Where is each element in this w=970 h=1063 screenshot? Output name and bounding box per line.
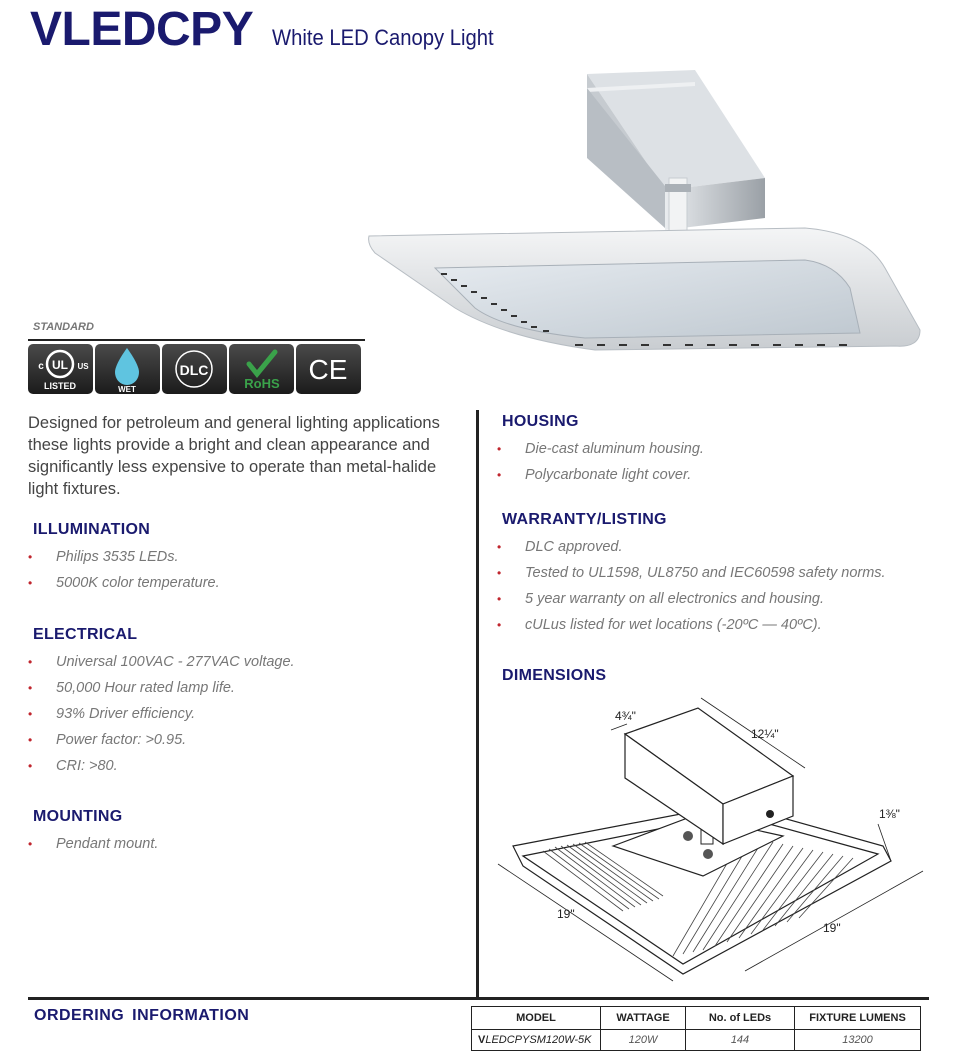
illumination-list xyxy=(28,544,220,596)
product-photo xyxy=(365,68,925,358)
dlc-badge xyxy=(162,344,227,394)
certification-badges xyxy=(28,344,361,394)
table-row xyxy=(472,1030,921,1051)
c-badge-text: c xyxy=(38,361,44,372)
list-item: • Tested to UL1598, UL8750 and IEC60598 safety norms. xyxy=(497,560,886,586)
depth-label: 19" xyxy=(823,921,841,935)
list-item: • 5000K color temperature. xyxy=(28,570,220,596)
intro-paragraph: Designed for petroleum and general lighting applications these lights provide a bright and clean appearance and significantly less expensive to operate than metal-halide light fixtures. xyxy=(28,414,440,498)
page-header xyxy=(30,2,513,57)
rohs-badge-text: RoHS xyxy=(244,376,280,391)
box-length-label: 12¼" xyxy=(751,727,779,741)
rohs-badge xyxy=(229,344,294,394)
column-divider xyxy=(476,410,479,998)
list-item: • 50,000 Hour rated lamp life. xyxy=(28,675,295,701)
bullet-dot: • xyxy=(497,592,502,606)
model-cell: VLEDCPYSM120W-5K xyxy=(472,1030,601,1051)
housing-list xyxy=(497,436,704,488)
wattage-cell: 120W xyxy=(601,1030,686,1051)
illumination-title: ILLUMINATION xyxy=(33,521,151,538)
product-title: VLEDCPY xyxy=(30,3,254,56)
table-header-row xyxy=(472,1007,921,1030)
list-item: • DLC approved. xyxy=(497,534,886,560)
warranty-list xyxy=(497,534,886,638)
bullet-dot: • xyxy=(28,655,33,669)
electrical-list xyxy=(28,649,295,779)
list-item: • Pendant mount. xyxy=(28,831,158,857)
listed-badge-text: LISTED xyxy=(43,381,77,391)
list-item: • 93% Driver efficiency. xyxy=(28,701,295,727)
width-label: 19" xyxy=(557,907,575,921)
list-item: • Power factor: >0.95. xyxy=(28,727,295,753)
dimensions-drawing xyxy=(483,686,933,986)
ce-badge xyxy=(296,344,361,394)
column-header: MODEL xyxy=(472,1007,601,1030)
electrical-title: ELECTRICAL xyxy=(33,626,138,643)
bullet-dot: • xyxy=(497,468,502,482)
bullet-dot: • xyxy=(497,566,502,580)
mounting-list xyxy=(28,831,158,857)
bullet-dot: • xyxy=(28,707,33,721)
mounting-title: MOUNTING xyxy=(33,808,123,825)
list-item: • Universal 100VAC - 277VAC voltage. xyxy=(28,649,295,675)
bullet-dot: • xyxy=(28,837,33,851)
list-item: • Philips 3535 LEDs. xyxy=(28,544,220,570)
bullet-dot: • xyxy=(28,759,33,773)
bullet-dot: • xyxy=(28,550,33,564)
column-header: FIXTURE LUMENS xyxy=(795,1007,921,1030)
ul-badge-text: UL xyxy=(52,358,68,372)
bullet-dot: • xyxy=(28,681,33,695)
bullet-dot: • xyxy=(497,442,502,456)
height-label: 1⅜" xyxy=(879,807,900,821)
bullet-dot: • xyxy=(497,618,502,632)
bullet-dot: • xyxy=(28,733,33,747)
housing-title: HOUSING xyxy=(502,413,579,430)
ce-badge-text: CE xyxy=(308,354,348,385)
standard-divider xyxy=(28,339,365,341)
list-item: • Die-cast aluminum housing. xyxy=(497,436,704,462)
cul-us-listed-badge xyxy=(28,344,93,394)
warranty-title: WARRANTY/LISTING xyxy=(502,511,667,528)
bullet-dot: • xyxy=(28,576,33,590)
list-item: • cULus listed for wet locations (-20ºC — 40ºC). xyxy=(497,612,886,638)
ordering-divider xyxy=(28,997,929,1000)
lumens-cell: 13200 xyxy=(795,1030,921,1051)
list-item: • Polycarbonate light cover. xyxy=(497,462,704,488)
leds-cell: 144 xyxy=(686,1030,795,1051)
wet-badge xyxy=(95,344,160,394)
list-item: • 5 year warranty on all electronics and housing. xyxy=(497,586,886,612)
wet-badge-text: WET xyxy=(118,385,136,394)
standard-label: STANDARD xyxy=(33,321,94,333)
bullet-dot: • xyxy=(497,540,502,554)
dlc-badge-text: DLC xyxy=(179,362,209,378)
dimensions-title: DIMENSIONS xyxy=(502,667,607,684)
ordering-table xyxy=(471,1006,921,1051)
us-badge-text: US xyxy=(77,362,89,371)
column-header: No. of LEDs xyxy=(686,1007,795,1030)
list-item: • CRI: >80. xyxy=(28,753,295,779)
column-header: WATTAGE xyxy=(601,1007,686,1030)
box-depth-label: 4¾" xyxy=(615,709,636,723)
product-subtitle: White LED Canopy Light xyxy=(271,25,494,50)
ordering-title: ORDERING INFORMATION xyxy=(34,1007,250,1024)
